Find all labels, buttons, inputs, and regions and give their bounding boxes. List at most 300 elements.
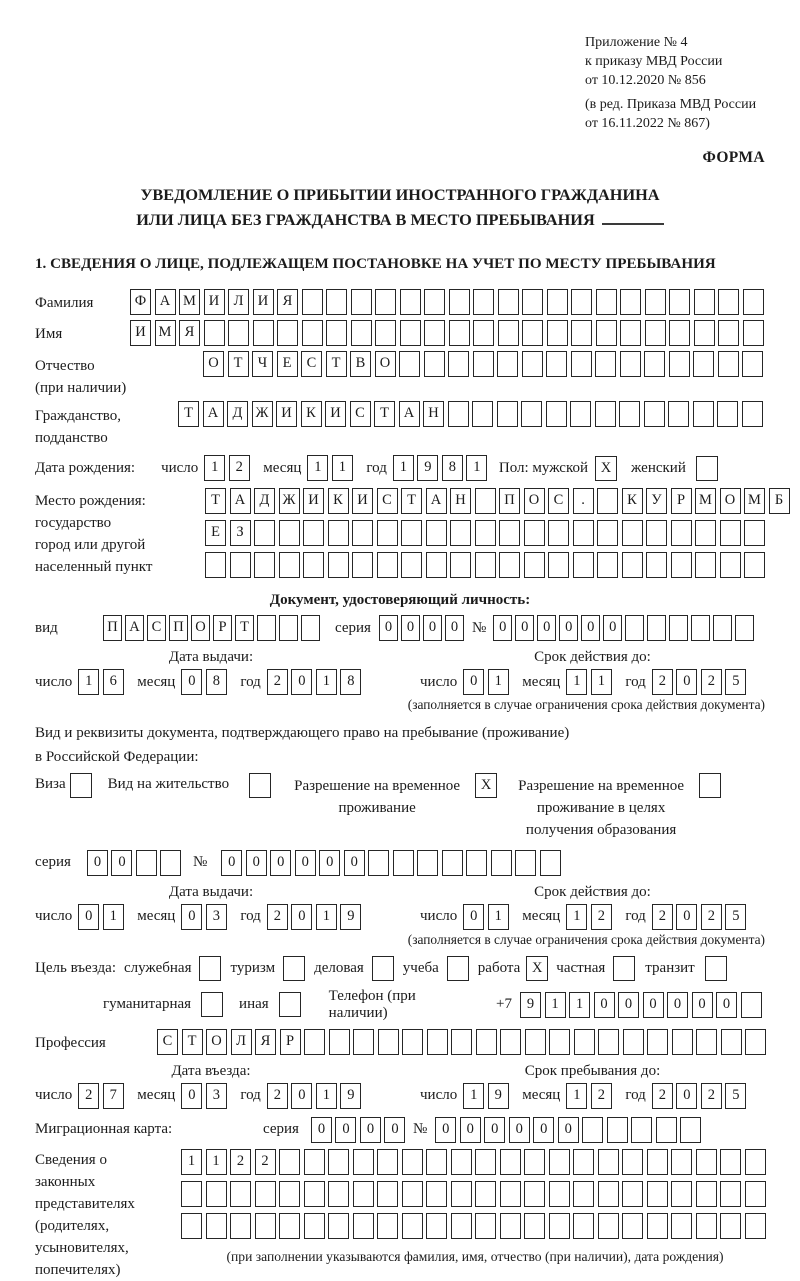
char-box[interactable] [573,1181,594,1207]
char-box[interactable] [466,850,487,876]
char-box[interactable] [279,1181,300,1207]
char-box[interactable] [622,520,643,546]
char-box[interactable]: 0 [246,850,267,876]
char-box[interactable] [473,320,494,346]
char-box[interactable] [620,351,641,377]
char-box[interactable] [304,1181,325,1207]
char-box[interactable]: 2 [78,1083,99,1109]
char-box[interactable]: Т [178,401,199,427]
char-box[interactable]: 0 [460,1117,481,1143]
char-box[interactable] [668,401,689,427]
char-box[interactable]: О [524,488,545,514]
char-box[interactable]: 0 [344,850,365,876]
char-box[interactable] [417,850,438,876]
char-box[interactable]: 1 [206,1149,227,1175]
char-box[interactable]: У [646,488,667,514]
char-box[interactable] [598,1149,619,1175]
char-box[interactable] [402,1213,423,1239]
char-box[interactable] [329,1029,350,1055]
char-box[interactable] [547,289,568,315]
char-box[interactable]: 0 [559,615,578,641]
char-box[interactable] [744,552,765,578]
char-box[interactable] [574,1029,595,1055]
char-box[interactable]: Р [280,1029,301,1055]
char-box[interactable]: М [155,320,176,346]
char-box[interactable] [399,351,420,377]
char-box[interactable] [669,289,690,315]
char-box[interactable] [696,1181,717,1207]
char-box[interactable] [451,1149,472,1175]
char-box[interactable]: 1 [591,669,612,695]
char-box[interactable]: И [253,289,274,315]
char-box[interactable] [375,289,396,315]
char-box[interactable] [694,289,715,315]
char-box[interactable] [721,1029,742,1055]
char-box[interactable] [424,351,445,377]
char-box[interactable] [696,1029,717,1055]
char-box[interactable]: 9 [417,455,438,481]
purpose-humanitarian-checkbox[interactable] [201,992,223,1017]
char-box[interactable]: С [301,351,322,377]
purpose-official-checkbox[interactable] [199,956,221,981]
char-box[interactable] [475,520,496,546]
char-box[interactable] [328,552,349,578]
char-box[interactable]: О [375,351,396,377]
char-box[interactable] [449,320,470,346]
char-box[interactable]: 0 [692,992,713,1018]
char-box[interactable] [450,520,471,546]
char-box[interactable] [720,520,741,546]
char-box[interactable] [500,1029,521,1055]
char-box[interactable] [473,289,494,315]
char-box[interactable]: 1 [181,1149,202,1175]
char-box[interactable]: С [157,1029,178,1055]
char-box[interactable] [745,1181,766,1207]
char-box[interactable] [230,552,251,578]
char-box[interactable] [328,1181,349,1207]
char-box[interactable]: 3 [206,904,227,930]
purpose-study-checkbox[interactable] [447,956,469,981]
char-box[interactable] [230,1181,251,1207]
char-box[interactable] [717,401,738,427]
char-box[interactable] [353,1181,374,1207]
char-box[interactable]: 0 [181,669,202,695]
char-box[interactable] [475,1149,496,1175]
char-box[interactable] [401,520,422,546]
char-box[interactable]: Л [228,289,249,315]
char-box[interactable]: 6 [103,669,124,695]
char-box[interactable] [646,520,667,546]
char-box[interactable] [353,1029,374,1055]
char-box[interactable] [521,401,542,427]
char-box[interactable] [427,1029,448,1055]
char-box[interactable] [402,1181,423,1207]
purpose-tourism-checkbox[interactable] [283,956,305,981]
char-box[interactable] [230,1213,251,1239]
char-box[interactable]: 0 [594,992,615,1018]
char-box[interactable]: Н [450,488,471,514]
char-box[interactable]: А [125,615,144,641]
char-box[interactable] [647,1213,668,1239]
char-box[interactable] [255,1213,276,1239]
char-box[interactable] [718,351,739,377]
char-box[interactable] [500,1149,521,1175]
char-box[interactable]: Т [228,351,249,377]
char-box[interactable]: О [206,1029,227,1055]
char-box[interactable]: О [203,351,224,377]
char-box[interactable] [522,320,543,346]
char-box[interactable]: Т [205,488,226,514]
char-box[interactable] [524,1149,545,1175]
char-box[interactable]: И [204,289,225,315]
char-box[interactable] [442,850,463,876]
char-box[interactable] [475,552,496,578]
char-box[interactable]: 2 [255,1149,276,1175]
char-box[interactable]: И [325,401,346,427]
char-box[interactable] [304,1213,325,1239]
char-box[interactable]: 0 [537,615,556,641]
char-box[interactable] [644,351,665,377]
char-box[interactable] [377,1181,398,1207]
char-box[interactable]: 1 [466,455,487,481]
char-box[interactable] [671,520,692,546]
purpose-business-checkbox[interactable] [372,956,394,981]
char-box[interactable] [426,1213,447,1239]
char-box[interactable] [525,1029,546,1055]
char-box[interactable] [549,1029,570,1055]
char-box[interactable] [368,850,389,876]
char-box[interactable]: 0 [379,615,398,641]
char-box[interactable] [476,1029,497,1055]
char-box[interactable]: А [426,488,447,514]
char-box[interactable] [377,1149,398,1175]
char-box[interactable] [301,615,320,641]
char-box[interactable]: 0 [676,669,697,695]
char-box[interactable] [680,1117,701,1143]
char-box[interactable] [448,351,469,377]
char-box[interactable] [598,1029,619,1055]
char-box[interactable]: 0 [384,1117,405,1143]
char-box[interactable] [498,289,519,315]
char-box[interactable] [645,289,666,315]
char-box[interactable]: Я [179,320,200,346]
char-box[interactable] [546,351,567,377]
char-box[interactable]: 1 [463,1083,484,1109]
sex-male-checkbox[interactable]: X [595,456,617,481]
char-box[interactable]: М [179,289,200,315]
char-box[interactable] [693,401,714,427]
char-box[interactable] [622,1181,643,1207]
char-box[interactable]: С [147,615,166,641]
char-box[interactable] [743,289,764,315]
char-box[interactable]: 0 [291,904,312,930]
char-box[interactable] [623,1029,644,1055]
char-box[interactable]: 0 [360,1117,381,1143]
char-box[interactable] [353,1149,374,1175]
char-box[interactable] [597,552,618,578]
char-box[interactable]: Т [401,488,422,514]
char-box[interactable]: 2 [267,669,288,695]
char-box[interactable]: Т [374,401,395,427]
char-box[interactable]: 0 [676,1083,697,1109]
char-box[interactable]: Ж [279,488,300,514]
char-box[interactable] [279,1149,300,1175]
char-box[interactable]: Ч [252,351,273,377]
char-box[interactable]: 0 [716,992,737,1018]
char-box[interactable]: С [377,488,398,514]
char-box[interactable] [499,520,520,546]
char-box[interactable] [499,552,520,578]
char-box[interactable]: 0 [618,992,639,1018]
purpose-work-checkbox[interactable]: X [526,956,548,981]
char-box[interactable] [500,1213,521,1239]
char-box[interactable]: О [191,615,210,641]
char-box[interactable] [475,1213,496,1239]
char-box[interactable]: 5 [725,904,746,930]
char-box[interactable]: 0 [291,669,312,695]
char-box[interactable]: 1 [545,992,566,1018]
char-box[interactable] [696,1149,717,1175]
char-box[interactable]: Н [423,401,444,427]
char-box[interactable] [524,552,545,578]
char-box[interactable] [540,850,561,876]
char-box[interactable] [622,1149,643,1175]
char-box[interactable]: 0 [445,615,464,641]
char-box[interactable] [426,1181,447,1207]
char-box[interactable]: А [203,401,224,427]
char-box[interactable]: П [499,488,520,514]
char-box[interactable]: 0 [603,615,622,641]
char-box[interactable] [570,401,591,427]
char-box[interactable]: 2 [701,1083,722,1109]
char-box[interactable] [672,1029,693,1055]
char-box[interactable]: Д [227,401,248,427]
char-box[interactable] [669,615,688,641]
char-box[interactable] [619,401,640,427]
char-box[interactable] [328,1213,349,1239]
char-box[interactable]: Я [255,1029,276,1055]
char-box[interactable]: 0 [643,992,664,1018]
char-box[interactable] [205,552,226,578]
char-box[interactable]: 1 [393,455,414,481]
char-box[interactable] [524,1181,545,1207]
char-box[interactable] [302,289,323,315]
char-box[interactable] [328,520,349,546]
char-box[interactable] [522,351,543,377]
char-box[interactable] [473,351,494,377]
char-box[interactable] [745,1213,766,1239]
char-box[interactable] [607,1117,628,1143]
char-box[interactable] [351,289,372,315]
char-box[interactable] [181,1213,202,1239]
char-box[interactable]: 5 [725,669,746,695]
char-box[interactable]: 0 [111,850,132,876]
char-box[interactable] [597,488,618,514]
char-box[interactable] [328,1149,349,1175]
char-box[interactable] [720,1213,741,1239]
char-box[interactable] [548,520,569,546]
char-box[interactable] [595,351,616,377]
char-box[interactable]: 0 [558,1117,579,1143]
char-box[interactable] [451,1181,472,1207]
char-box[interactable] [303,520,324,546]
char-box[interactable] [647,1029,668,1055]
char-box[interactable] [400,320,421,346]
char-box[interactable] [598,1213,619,1239]
char-box[interactable] [596,289,617,315]
edu-permit-checkbox[interactable] [699,773,721,798]
char-box[interactable] [204,320,225,346]
char-box[interactable]: 1 [566,669,587,695]
char-box[interactable] [160,850,181,876]
char-box[interactable]: 0 [311,1117,332,1143]
char-box[interactable] [647,1149,668,1175]
char-box[interactable]: 0 [423,615,442,641]
char-box[interactable] [228,320,249,346]
char-box[interactable]: Т [326,351,347,377]
char-box[interactable] [644,401,665,427]
char-box[interactable] [671,1181,692,1207]
char-box[interactable] [402,1149,423,1175]
char-box[interactable] [742,401,763,427]
char-box[interactable] [254,552,275,578]
char-box[interactable] [693,351,714,377]
char-box[interactable] [449,289,470,315]
char-box[interactable] [491,850,512,876]
char-box[interactable]: 0 [319,850,340,876]
char-box[interactable]: Д [254,488,275,514]
char-box[interactable] [257,615,276,641]
char-box[interactable]: 0 [493,615,512,641]
char-box[interactable] [279,552,300,578]
char-box[interactable]: 2 [591,904,612,930]
char-box[interactable]: 0 [676,904,697,930]
char-box[interactable]: 2 [701,669,722,695]
sex-female-checkbox[interactable] [696,456,718,481]
char-box[interactable]: 1 [316,1083,337,1109]
char-box[interactable] [622,1213,643,1239]
char-box[interactable]: 2 [591,1083,612,1109]
char-box[interactable]: К [328,488,349,514]
char-box[interactable] [695,552,716,578]
temp-permit-checkbox[interactable]: X [475,773,497,798]
char-box[interactable] [424,289,445,315]
char-box[interactable] [351,320,372,346]
char-box[interactable]: П [103,615,122,641]
char-box[interactable]: 0 [435,1117,456,1143]
char-box[interactable]: 0 [78,904,99,930]
char-box[interactable]: 0 [509,1117,530,1143]
char-box[interactable]: 9 [520,992,541,1018]
char-box[interactable]: С [350,401,371,427]
char-box[interactable]: О [720,488,741,514]
char-box[interactable]: 9 [340,1083,361,1109]
char-box[interactable] [625,615,644,641]
char-box[interactable]: К [301,401,322,427]
char-box[interactable]: 1 [307,455,328,481]
char-box[interactable] [571,320,592,346]
char-box[interactable]: 0 [401,615,420,641]
char-box[interactable] [524,520,545,546]
char-box[interactable] [598,1181,619,1207]
char-box[interactable] [304,1149,325,1175]
char-box[interactable]: 9 [340,904,361,930]
char-box[interactable]: . [573,488,594,514]
char-box[interactable]: 1 [332,455,353,481]
char-box[interactable]: 3 [206,1083,227,1109]
char-box[interactable] [595,401,616,427]
char-box[interactable] [597,520,618,546]
char-box[interactable]: 0 [295,850,316,876]
char-box[interactable] [669,320,690,346]
char-box[interactable] [596,320,617,346]
char-box[interactable] [646,552,667,578]
char-box[interactable] [671,1213,692,1239]
char-box[interactable] [720,552,741,578]
residence-permit-checkbox[interactable] [249,773,271,798]
char-box[interactable]: 0 [463,904,484,930]
char-box[interactable] [352,520,373,546]
char-box[interactable]: М [695,488,716,514]
char-box[interactable] [500,1181,521,1207]
char-box[interactable]: Л [231,1029,252,1055]
char-box[interactable]: 1 [316,669,337,695]
char-box[interactable]: Р [671,488,692,514]
char-box[interactable] [279,615,298,641]
char-box[interactable] [647,615,666,641]
char-box[interactable]: 0 [667,992,688,1018]
char-box[interactable] [377,1213,398,1239]
char-box[interactable]: 0 [484,1117,505,1143]
char-box[interactable]: 1 [103,904,124,930]
char-box[interactable] [255,1181,276,1207]
char-box[interactable] [573,552,594,578]
char-box[interactable] [631,1117,652,1143]
char-box[interactable]: А [155,289,176,315]
char-box[interactable] [549,1181,570,1207]
char-box[interactable]: 1 [316,904,337,930]
char-box[interactable]: П [169,615,188,641]
char-box[interactable]: 2 [652,1083,673,1109]
char-box[interactable]: 2 [652,669,673,695]
char-box[interactable]: 0 [335,1117,356,1143]
char-box[interactable] [206,1213,227,1239]
char-box[interactable]: Р [213,615,232,641]
char-box[interactable] [571,351,592,377]
char-box[interactable] [573,1149,594,1175]
char-box[interactable] [277,320,298,346]
char-box[interactable] [497,401,518,427]
char-box[interactable]: И [130,320,151,346]
char-box[interactable] [582,1117,603,1143]
char-box[interactable] [547,320,568,346]
char-box[interactable]: Я [277,289,298,315]
char-box[interactable]: Е [277,351,298,377]
char-box[interactable] [622,552,643,578]
char-box[interactable] [475,488,496,514]
char-box[interactable]: 0 [291,1083,312,1109]
char-box[interactable]: Ж [252,401,273,427]
char-box[interactable]: Т [182,1029,203,1055]
char-box[interactable]: З [230,520,251,546]
char-box[interactable]: 1 [566,904,587,930]
char-box[interactable]: А [230,488,251,514]
char-box[interactable] [326,320,347,346]
char-box[interactable] [671,1149,692,1175]
char-box[interactable] [524,1213,545,1239]
char-box[interactable] [352,552,373,578]
char-box[interactable]: 0 [581,615,600,641]
